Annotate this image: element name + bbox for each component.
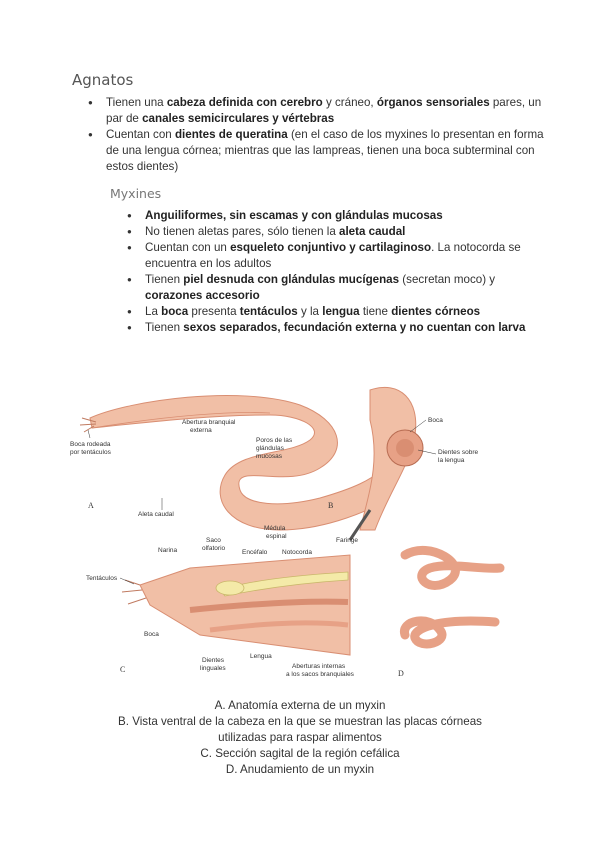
hagfish-figure [70,380,530,696]
text-run: No tienen aletas pares, sólo tienen la [145,225,339,238]
subsection-heading: Myxines [110,186,162,201]
figure-caption [0,698,600,778]
myxines-list-item [145,272,545,304]
label-dientes-sobre-1: Dientes sobre [438,449,479,456]
bold-text: boca [161,305,189,318]
panel-d-knotting [404,550,500,644]
caption-line-b: B. Vista ventral de la cabeza en la que se muestran las placas córneas [118,715,482,728]
text-run: Cuentan con un [145,241,231,254]
label-narina: Narina [158,547,178,554]
label-lengua: Lengua [250,653,272,660]
text-run: Tienen [145,273,184,286]
label-saco-1: Saco [206,537,221,544]
label-aberturas-2: a los sacos branquiales [286,671,354,678]
bold-text: lengua [322,305,360,318]
label-saco-2: olfatorio [202,545,226,552]
label-aberturas-1: Aberturas internas [292,663,346,670]
label-notocorda: Notocorda [282,549,312,556]
label-faringe: Faringe [336,537,359,544]
text-run: Tienen una [106,96,167,109]
label-letter-b: B [328,501,334,510]
myxines-list [145,208,545,336]
bold-text: canales semicirculares y vértebras [142,112,335,125]
section-heading: Agnatos [72,71,134,89]
bold-text: cabeza definida con cerebro [166,96,323,109]
panel-c-sagittal-section [122,555,350,655]
label-letter-c: C [120,665,126,674]
label-poros-1: Poros de las [256,437,293,444]
bold-text: tentáculos [239,305,298,318]
bold-text: órganos sensoriales [376,96,490,109]
text-run: y cráneo, [322,96,377,109]
bold-text: Anguiliformes, sin escamas y con glándulas mucosas [145,209,443,222]
label-dientes-ling-2: linguales [200,665,226,672]
label-medula-2: espinal [266,533,287,540]
text-run: Tienen [145,321,184,334]
bold-text: piel desnuda con glándulas mucígenas [183,273,400,286]
label-encefalo: Encéfalo [242,549,268,556]
hagfish-illustration [70,380,530,696]
label-aleta: Aleta caudal [138,511,174,518]
caption-line-c: C. Sección sagital de la región cefálica [200,747,400,760]
text-run: presenta [188,305,240,318]
label-boca-rodeada-1: Boca rodeada [70,441,111,448]
caption-line-a: A. Anatomía externa de un myxin [214,699,386,712]
label-boca: Boca [428,417,443,424]
label-tentaculos: Tentáculos [86,575,118,582]
label-abertura-2: externa [190,427,212,434]
bold-text: aleta caudal [339,225,406,238]
myxines-list-item [145,208,545,224]
bold-text: sexos separados, fecundación externa y no cuentan con larva [183,321,526,334]
myxines-list-item [145,304,545,320]
panel-b-ventral-head [350,387,423,540]
caption-line-d: D. Anudamiento de un myxin [225,763,375,776]
label-poros-3: mucosas [256,453,283,460]
label-letter-a: A [88,501,94,510]
label-abertura-1: Abertura branquial [182,419,236,426]
label-dientes-sobre-2: la lengua [438,457,465,464]
text-run: La [145,305,162,318]
bold-text: esqueleto conjuntivo y cartilaginoso [230,241,432,254]
text-run: Cuentan con [106,128,175,141]
text-run: y la [297,305,323,318]
text-run: . La notocorda se encuentra en los adultos [145,241,521,270]
agnatos-list [106,95,546,175]
label-poros-2: glándulas [256,445,284,452]
caption-line-b-cont: utilizadas para raspar alimentos [218,731,382,744]
text-run: (en el caso de los myxines lo presentan en forma de una lengua córnea; mientras que las lampreas, tienen una boca subterminal con estos dientes) [106,128,544,173]
myxines-list-item [145,240,545,272]
bold-text: dientes de queratina [174,128,288,141]
panel-a-hagfish-body [80,395,388,530]
label-letter-d: D [398,669,404,678]
text-run: tiene [359,305,392,318]
text-run: (secretan moco) y [399,273,496,286]
agnatos-list-item [106,95,546,127]
bold-text: corazones accesorio [145,289,260,302]
label-boca-rodeada-2: por tentáculos [70,449,111,456]
text-run: pares, un par de [106,96,542,125]
agnatos-list-item [106,127,546,175]
label-dientes-ling-1: Dientes [202,657,225,664]
bold-text: dientes córneos [391,305,481,318]
label-boca-c: Boca [144,631,159,638]
label-medula-1: Médula [264,525,286,532]
myxines-list-item [145,320,545,336]
myxines-list-item [145,224,545,240]
